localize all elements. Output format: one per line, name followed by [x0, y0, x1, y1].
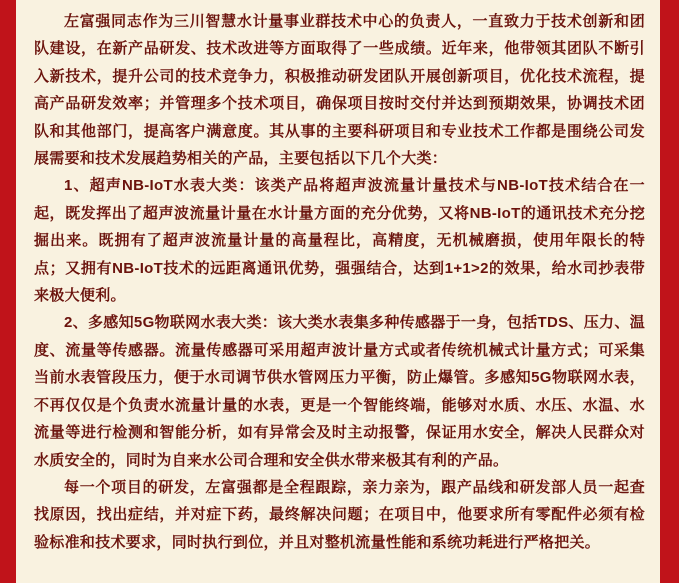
paragraph: 2、多感知5G物联网水表大类：该大类水表集多种传感器于一身，包括TDS、压力、温度、流量等传感器。流量传感器可采用超声波计量方式或者传统机械式计量方式；可采集当前水表管段压力，便于水司调节供水管网压力平衡，防止爆管。多感知5G物联网水表，不再仅仅是个负责水流量计量的水表，更是一个智能终端，能够对水质、水压、水温、水流量等进行检测和智能分析，如有异常会及时主动报警，保证用水安全，解决人民群众对水质安全的，同时为自来水公司合理和安全供水带来极其有利的产品。	[34, 314, 645, 469]
paragraph: 1、超声NB-IoT水表大类：该类产品将超声波流量计量技术与NB-IoT技术结合在一起，既发挥出了超声波流量计量在水计量方面的充分优势，又将NB-IoT的通讯技术充分挖掘出来。既拥有了超声波流量计量的高量程比，高精度，无机械磨损，使用年限长的特点；又拥有NB-IoT技术的远距离通讯优势，强强结合，达到1+1>2的效果，给水司抄表带来极大便利。	[34, 177, 645, 305]
paragraph: 每一个项目的研发，左富强都是全程跟踪，亲力亲为，跟产品线和研发部人员一起查找原因，找出症结，并对症下药，最终解决问题；在项目中，他要求所有零配件必须有检验标准和技术要求，同时执行到位，并且对整机流量性能和系统功耗进行严格把关。	[34, 478, 645, 551]
right-red-border	[660, 0, 679, 583]
paragraph: 左富强同志作为三川智慧水计量事业群技术中心的负责人，一直致力于技术创新和团队建设，在新产品研发、技术改进等方面取得了一些成绩。近年来，他带领其团队不断引入新技术，提升公司的技术竞争力，积极推动研发团队开展创新项目，优化技术流程，提高产品研发效率；并管理多个技术项目，确保项目按时交付并达到预期效果，协调技术团队和其他部门，提高客户满意度。其从事的主要科研项目和专业技术工作都是围绕公司发展需要和技术发展趋势相关的产品，主要包括以下几个大类：	[34, 13, 645, 168]
left-red-border	[0, 0, 16, 583]
document-body	[16, 0, 660, 583]
